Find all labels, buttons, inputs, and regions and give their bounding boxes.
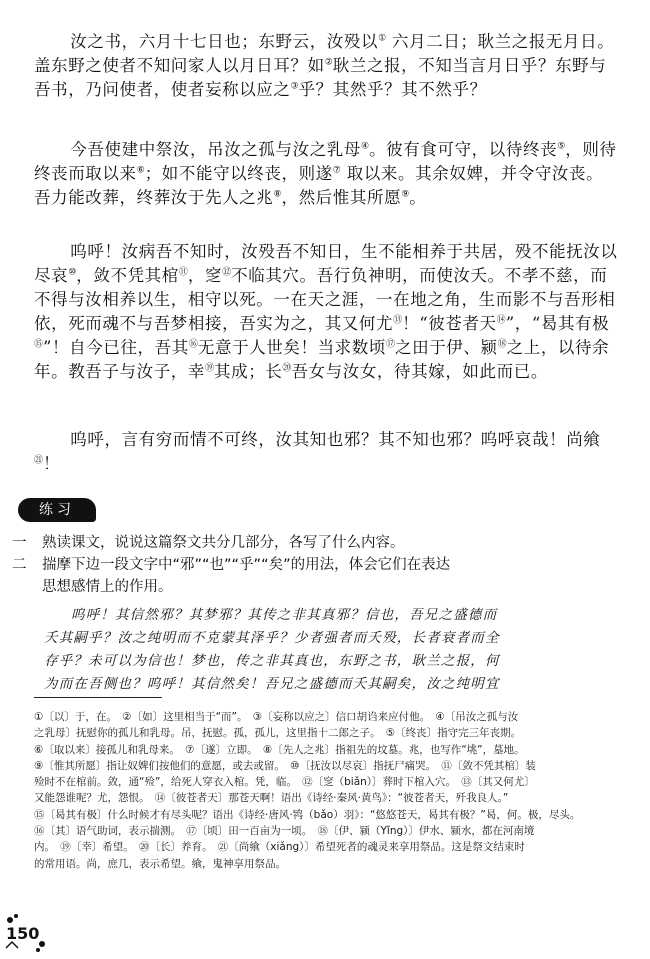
footnote-line: 殓时不在棺前。敛，通“殓”，给死人穿衣入棺。凭，临。 ⑫〔窆（biǎn）〕葬时下棺入穴。 ⑬〔其又何尤〕 [34,776,535,789]
footnote-ref: ⑧ [273,189,282,200]
footnote-ref: ⑦ [332,165,341,176]
footnote-divider [34,697,162,698]
exercise-item-2 [12,554,618,598]
footnote-ref: ⑫ [222,267,232,278]
paragraph-2: 今吾使建中祭汝，吊汝之孤与汝之乳母④。彼有食可守，以待终丧⑤，则待终丧而取以来⑥；如不能守以终丧，则遂⑦ 取以来。其余奴婢，并令守汝丧。吾力能改葬，终葬汝于先人之兆⑧，然后惟其所愿⑨。 [34,140,617,207]
footnote-line: ⑮〔曷其有极〕什么时候才有尽头呢？语出《诗经·唐风·鸨（bǎo）羽》：“悠悠苍天，曷其有极？”曷，何。极，尽头。 [34,808,581,821]
page-number: 150 [6,924,40,943]
exercise-number: 一 [12,535,27,551]
exercise-number: 二 [12,557,27,573]
footnote-ref: ④ [361,141,370,152]
footnote-ref: ⑪ [178,267,188,278]
paragraph-1: 汝之书，六月十七日也；东野云，汝殁以① 六月二日；耿兰之报无月日。盖东野之使者不知问家人以月日耳？如②耿兰之报，不知当言月日乎？东野与吾书，乃问使者，使者妄称以应之③乎？其然乎？其不然乎？ [34,32,615,99]
footnote-ref: ㉑ [34,455,44,466]
footnote-line: ①〔以〕于，在。 ②〔如〕这里相当于“而”。 ③〔妄称以应之〕信口胡诌来应付他。 ④〔吊汝之孤与汝 [34,711,519,723]
footnote-ref: ⑮ [34,339,44,350]
exercise-badge: 练习 [18,498,96,522]
footnote-ref: ⑯ [188,339,198,350]
footnote-line: 内。 ⑲〔幸〕希望。 ⑳〔长〕养育。 ㉑〔尚飨（xiǎng）〕希望死者的魂灵来享用祭品。这是祭文结束时 [34,841,525,854]
footnote-ref: ⑭ [496,315,506,326]
footnote-ref: ⑰ [385,339,395,350]
footnote-line: ⑨〔惟其所愿〕指让奴婢们按他们的意愿，或去或留。 ⑩〔抚汝以尽哀〕指抚尸痛哭。 ⑪〔敛不凭其棺〕装 [34,759,536,772]
footnote-ref: ⑲ [205,363,215,374]
footnote-ref: ① [378,33,387,44]
exercise-text-continued: 思想感情上的作用。 [42,579,173,595]
footnote-line: 的常用语。尚，庶几，表示希望。飨，鬼神享用祭品。 [34,857,286,870]
footnote-ref: ③ [290,81,299,92]
footnote-ref: ⑳ [282,363,292,374]
footnote-ref: ⑩ [68,267,77,278]
exercise-text: 揣摩下边一段文字中“邪”“也”“乎”“矣”的用法，体会它们在表达 [42,557,451,573]
footnote-ref: ② [324,57,333,68]
footnote-ref: ⑥ [136,165,145,176]
footnotes [34,709,624,872]
exercise-text: 熟读课文，说说这篇祭文共分几部分，各写了什么内容。 [42,535,405,551]
footnote-line: ⑥〔取以来〕接孤儿和乳母来。 ⑦〔遂〕立即。 ⑧〔先人之兆〕指祖先的坟墓。兆，也写作“垗”，墓地。 [34,743,525,756]
footnote-ref: ⑱ [497,339,507,350]
exercise-item-1 [12,532,618,554]
paragraph-4: 呜呼，言有穷而情不可终，汝其知也邪？其不知也邪？呜呼哀哉！尚飨$^㉑$！ [34,430,601,473]
footnote-line: 之乳母〕抚慰你的孤儿和乳母。吊，抚慰。孤，孤儿，这里指十二郎之子。 ⑤〔终丧〕指守完三年丧期。 [34,727,522,740]
quote-line-1: 呜呼！其信然邪？其梦邪？其传之非其真邪？信也，吾兄之盛德而 [71,607,498,623]
quote-line-3: 存乎？未可以为信也！梦也，传之非其真也，东野之书，耿兰之报，何 [44,653,500,669]
quote-line-4: 为而在吾侧也？呜呼！其信然矣！吾兄之盛德而夭其嗣矣，汝之纯明宜 [44,676,500,692]
footnote-line: 又能怨谁呢？尤，怨恨。 ⑭〔彼苍者天〕那苍天啊！语出《诗经·秦风·黄鸟》：“彼苍者天，歼我良人。” [34,792,509,805]
footnote-line: ⑯〔其〕语气助词，表示揣测。 ⑰〔顷〕田一百亩为一顷。 ⑱〔伊、颍（Yǐng）〕伊水、颍水，都在河南境 [34,825,535,838]
footnote-ref: ⑬ [393,315,403,326]
quote-line-2: 夭其嗣乎？汝之纯明而不克蒙其泽乎？少者强者而夭殁，长者衰者而全 [44,630,500,646]
paragraph-3: 呜呼！汝病吾不知时，汝殁吾不知日，生不能相养于共居，殁不能抚汝以尽哀⑩，敛不凭其棺⑪，窆⑫不临其穴。吾行负神明，而使汝夭。不孝不慈，而不得与汝相养以生，相守以死。一在天之涯，一在地之角，生而影不与吾形相依，死而魂不与吾梦相接，吾实为之，其又何尤⑬！“彼苍者天⑭”，“曷其有极⑮”！自今已往，吾其⑯无意于人世矣！当求数顷⑰之田于伊、颍⑱之上，以待余年。教吾子与汝子，幸⑲其成；长⑳吾女与汝女，待其嫁，如此而已。 [34,242,618,381]
footnote-ref: ⑨ [401,189,410,200]
footnote-ref: ⑤ [557,141,566,152]
